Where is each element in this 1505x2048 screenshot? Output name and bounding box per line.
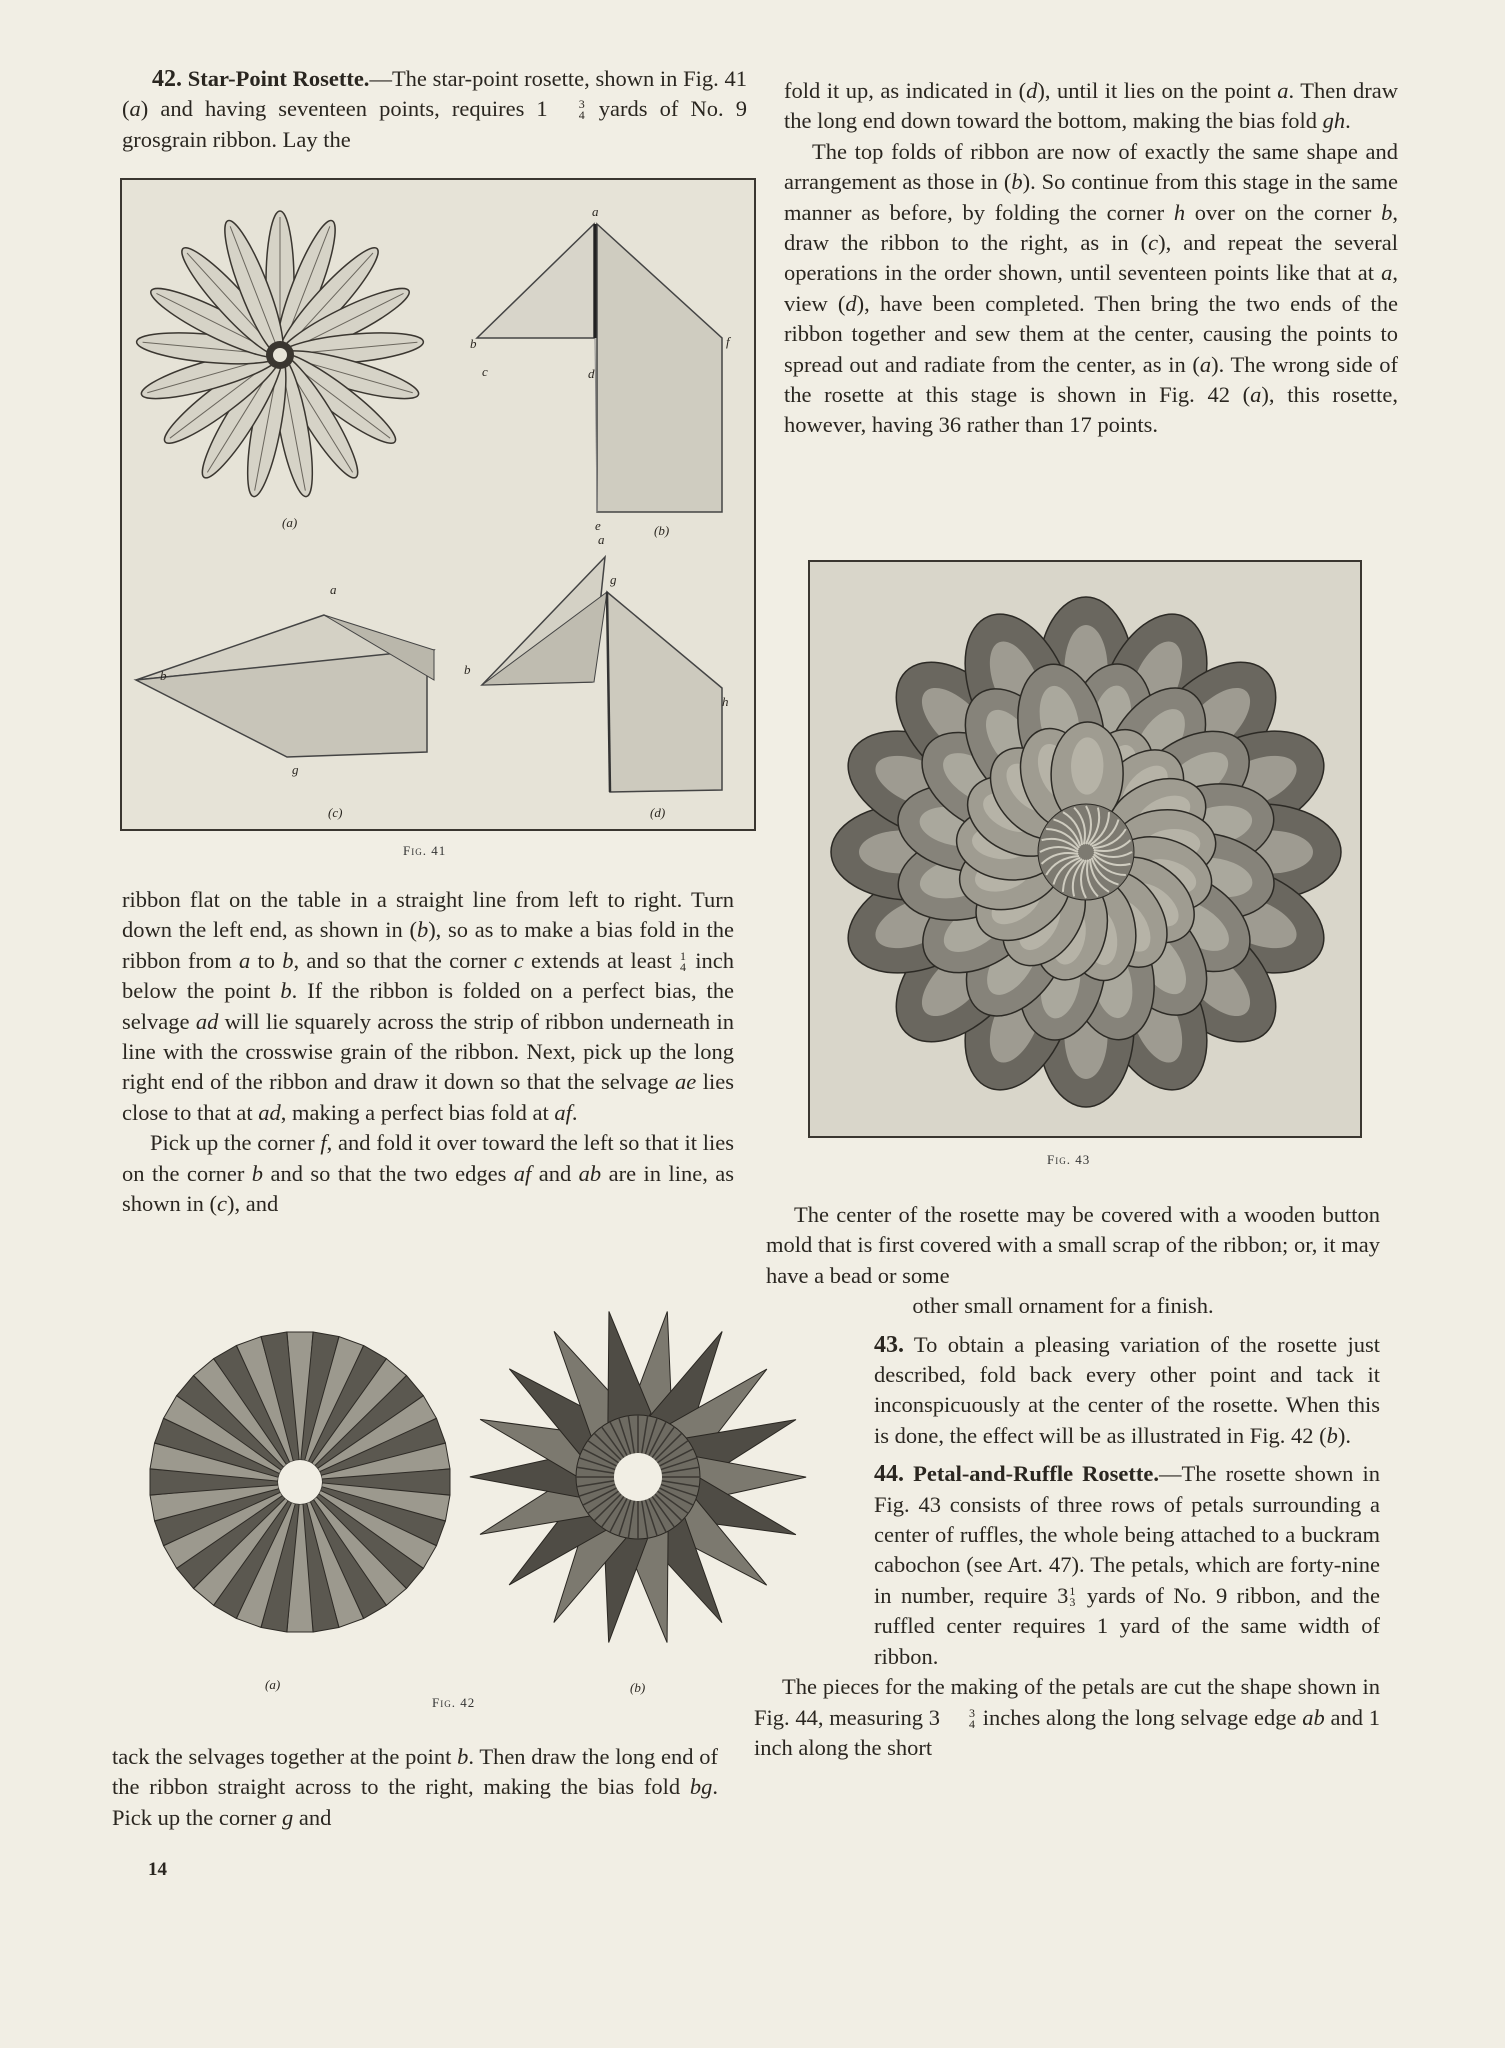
rosette-center-hole: [614, 1453, 662, 1501]
figure-41-drawing: [122, 180, 758, 833]
figure-41-plate: [120, 178, 756, 831]
point-label: a: [330, 582, 337, 597]
section-heading: Petal-and-Ruffle Rosette.: [913, 1461, 1159, 1487]
ruffle-center: [1038, 804, 1134, 900]
point-label: g: [292, 762, 299, 777]
paragraph-43: 43. To obtain a pleasing variation of the rosette just described, fold back every other point and tack it inconspicuously at the center of the rosette. When this is done, the effect will be as illustrated in Fig. 42 (b).: [874, 1331, 1380, 1448]
figure-43-drawing: [810, 562, 1364, 1140]
paragraph-continued: tack the selvages together at the point b. Then draw the long end of the ribbon straight across to the right, making the bias fold bg. Pick up the corner g and: [112, 1744, 718, 1830]
figure-42-drawing: [100, 1312, 860, 1695]
panel-label-d: (d): [650, 805, 666, 820]
fold-diagram-b: [477, 224, 722, 512]
point-label: a: [592, 204, 599, 219]
page-number: 14: [148, 1859, 167, 1880]
left-column-top: [122, 64, 747, 155]
point-label: h: [722, 694, 729, 709]
paragraph-continued: fold it up, as indicated in (d), until it lies on the point a. Then draw the long end down toward the bottom, making the bias fold gh.: [784, 78, 1398, 134]
section-number: 44.: [874, 1461, 904, 1488]
figure-41-caption: Fig. 41: [403, 843, 447, 858]
paragraph: The pieces for the making of the petals are cut the shape shown in Fig. 44, measuring 3 3 4 inches along the long selvage edge ab and 1 inch along the short: [754, 1674, 1380, 1760]
panel-label-a: (a): [282, 515, 298, 530]
point-label: b: [470, 336, 477, 351]
point-label: b: [160, 668, 167, 683]
fold-diagram-c: [136, 615, 434, 757]
figure-43-caption: Fig. 43: [1047, 1152, 1091, 1167]
right-column-bottom: [754, 1200, 1380, 1763]
point-label: d: [588, 366, 595, 381]
point-label: c: [482, 364, 488, 379]
section-heading: Star-Point Rosette.: [187, 66, 370, 91]
figure-42-caption: Fig. 42: [432, 1695, 476, 1710]
paragraph-44: 44. Petal-and-Ruffle Rosette.—The rosette shown in Fig. 43 consists of three rows of petals surrounding a center of ruffles, the whole being attached to a buckram cabochon (see Art. 47). The petals, which are forty-nine in number, require 3 1 3 yards of No. 9 ribbon, and the ruffled center requires 1 yard of the same width of ribbon.: [874, 1461, 1380, 1669]
rosette-center-hole: [278, 1460, 322, 1504]
panel-label-b: (b): [630, 1680, 646, 1695]
rosette-a-illustration: [135, 211, 424, 499]
point-label: b: [464, 662, 471, 677]
panel-label-a: (a): [265, 1677, 281, 1692]
rosette-42a-illustration: [150, 1332, 450, 1632]
paragraph: The center of the rosette may be covered with a wooden button mold that is first covered with a small scrap of the ribbon; or, it may have a bead or some: [766, 1202, 1380, 1288]
section-number: 42.: [152, 66, 182, 92]
point-label: e: [595, 518, 601, 533]
section-number: 43.: [874, 1331, 904, 1358]
fraction: 3 4: [578, 97, 585, 123]
panel-label-b: (b): [654, 523, 670, 538]
figure-43-plate: [808, 560, 1362, 1138]
fraction: 3 4: [969, 1705, 976, 1731]
right-column-top: [784, 76, 1398, 441]
fold-diagram-d: [482, 557, 722, 792]
point-label: g: [610, 572, 617, 587]
left-column-middle: [122, 885, 734, 1219]
rosette-42b-illustration: [469, 1307, 807, 1646]
rosette-43-illustration: [831, 597, 1341, 1107]
point-label: f: [726, 334, 730, 349]
panel-label-c: (c): [328, 805, 343, 820]
paragraph-line: other small ornament for a finish.: [912, 1293, 1214, 1319]
point-label: a: [598, 532, 605, 547]
paragraph-42: 42. Star-Point Rosette.—The star-point rosette, shown in Fig. 41 (a) and having seventeen points, requires 1 3 4 yards of No. 9 grosgrain ribbon. Lay the: [122, 66, 747, 152]
left-column-bottom: [112, 1742, 718, 1833]
paragraph-continued: ribbon flat on the table in a straight line from left to right. Turn down the left end, as shown in (b), so as to make a bias fold in the ribbon from a to b, and so that the corner c extends at least 1 4 inch below the point b. If the ribbon is folded on a perfect bias, the selvage ad will lie squarely across the strip of ribbon underneath in line with the crosswise grain of the ribbon. Next, pick up the long right end of the ribbon and draw it down so that the selvage ae lies close to that at ad, making a perfect bias fold at af.: [122, 887, 735, 1125]
fraction: 1 4: [679, 948, 686, 974]
paragraph: The top folds of ribbon are now of exactly the same shape and arrangement as those in (b). So continue from this stage in the same manner as before, by folding the corner h over on the corner b, draw the ribbon to the right, as in (c), and repeat the several operations in the order shown, until seventeen points like that at a, view (d), have been completed. Then bring the two ends of the ribbon together and sew them at the center, causing the points to spread out and radiate from the center, as in (a). The wrong side of the rosette at this stage is shown in Fig. 42 (a), this rosette, however, having 36 rather than 17 points.: [784, 138, 1398, 438]
fraction: 1 3: [1069, 1583, 1076, 1609]
paragraph: Pick up the corner f, and fold it over toward the left so that it lies on the corner b and so that the two edges af and ab are in line, as shown in (c), and: [122, 1130, 735, 1217]
